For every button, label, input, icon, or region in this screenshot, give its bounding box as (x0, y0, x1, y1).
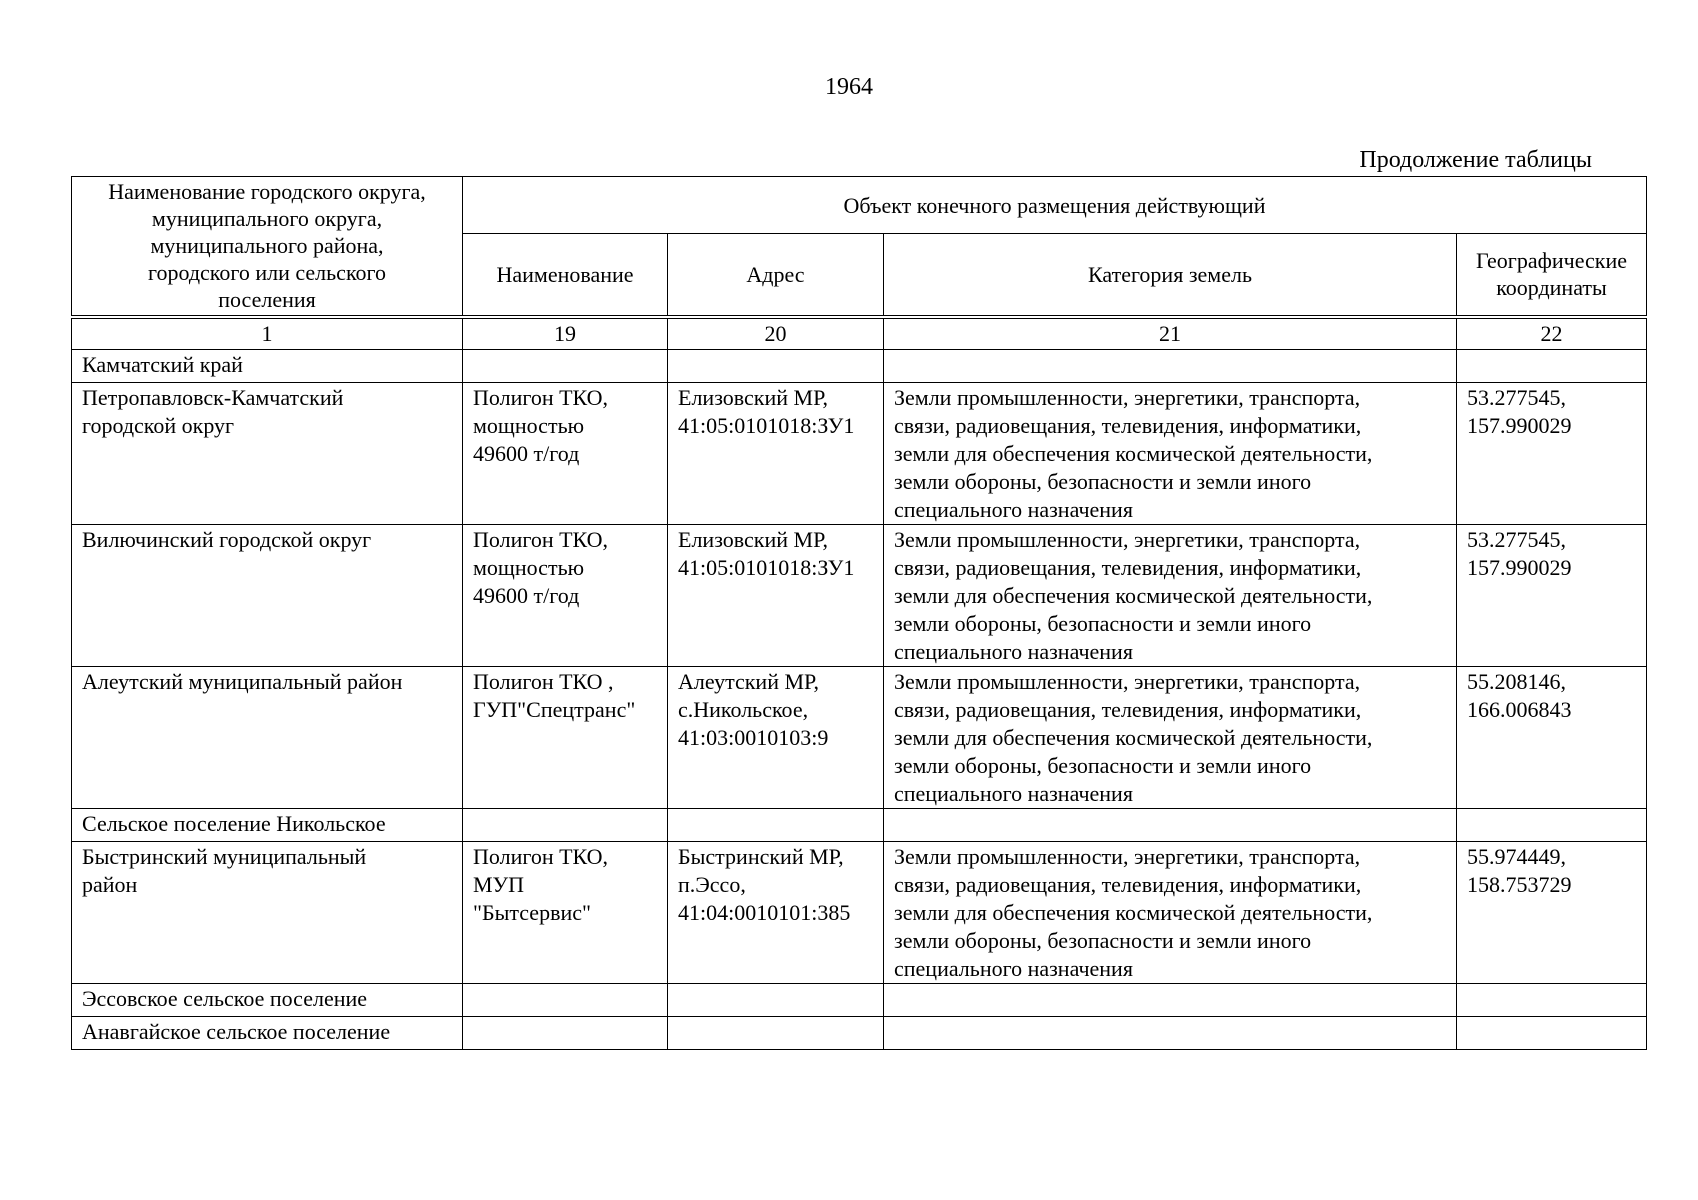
coordinates-cell (1457, 349, 1647, 382)
land-category-cell (884, 349, 1457, 382)
column-number: 20 (668, 317, 884, 350)
facility-name-cell (463, 349, 668, 382)
municipality-cell: Эссовское сельское поселение (72, 983, 463, 1016)
municipality-cell: Сельское поселение Никольское (72, 808, 463, 841)
facility-name-cell: Полигон ТКО, мощностью 49600 т/год (463, 382, 668, 524)
table-row (72, 349, 1647, 382)
land-category-cell (884, 1016, 1457, 1049)
header-row-top (72, 177, 1647, 234)
address-cell (668, 349, 884, 382)
municipality-cell: Вилючинский городской округ (72, 524, 463, 666)
table-row (72, 983, 1647, 1016)
facility-name-cell: Полигон ТКО, мощностью 49600 т/год (463, 524, 668, 666)
address-cell: Алеутский МР, с.Никольское, 41:03:0010103:9 (668, 666, 884, 808)
table-row (72, 841, 1647, 983)
table-row (72, 382, 1647, 524)
continuation-label: Продолжение таблицы (1359, 147, 1592, 173)
land-category-cell: Земли промышленности, энергетики, транспорта, связи, радиовещания, телевидения, информатики, земли для обеспечения космической деятельности, земли обороны, безопасности и земли иного специального назначения (884, 841, 1457, 983)
table-row (72, 1016, 1647, 1049)
address-cell: Елизовский МР, 41:05:0101018:ЗУ1 (668, 382, 884, 524)
municipality-cell: Алеутский муниципальный район (72, 666, 463, 808)
facility-name-cell: Полигон ТКО , ГУП"Спецтранс" (463, 666, 668, 808)
land-category-cell: Земли промышленности, энергетики, транспорта, связи, радиовещания, телевидения, информатики, земли для обеспечения космической деятельности, земли обороны, безопасности и земли иного специального назначения (884, 524, 1457, 666)
coordinates-cell: 53.277545, 157.990029 (1457, 382, 1647, 524)
coordinates-cell: 53.277545, 157.990029 (1457, 524, 1647, 666)
coordinates-cell: 55.974449, 158.753729 (1457, 841, 1647, 983)
table-row (72, 524, 1647, 666)
header-municipality: Наименование городского округа, муниципального округа, муниципального района, городского или сельского поселения (72, 177, 463, 317)
header-address: Адрес (668, 234, 884, 317)
land-category-cell (884, 808, 1457, 841)
column-number-row (72, 317, 1647, 350)
column-number: 1 (72, 317, 463, 350)
page-number: 1964 (825, 74, 873, 100)
address-cell: Елизовский МР, 41:05:0101018:ЗУ1 (668, 524, 884, 666)
facility-name-cell (463, 808, 668, 841)
column-number: 19 (463, 317, 668, 350)
coordinates-cell (1457, 1016, 1647, 1049)
facility-name-cell: Полигон ТКО, МУП "Бытсервис" (463, 841, 668, 983)
facility-name-cell (463, 983, 668, 1016)
address-cell: Быстринский МР, п.Эссо, 41:04:0010101:385 (668, 841, 884, 983)
table-row (72, 808, 1647, 841)
facility-name-cell (463, 1016, 668, 1049)
header-name: Наименование (463, 234, 668, 317)
column-number: 22 (1457, 317, 1647, 350)
header-coordinates: Географические координаты (1457, 234, 1647, 317)
header-land-category: Категория земель (884, 234, 1457, 317)
municipality-cell: Быстринский муниципальный район (72, 841, 463, 983)
address-cell (668, 983, 884, 1016)
land-category-cell: Земли промышленности, энергетики, транспорта, связи, радиовещания, телевидения, информатики, земли для обеспечения космической деятельности, земли обороны, безопасности и земли иного специального назначения (884, 666, 1457, 808)
municipality-cell: Петропавловск-Камчатский городской округ (72, 382, 463, 524)
data-table (71, 176, 1647, 1050)
municipality-cell: Камчатский край (72, 349, 463, 382)
land-category-cell: Земли промышленности, энергетики, транспорта, связи, радиовещания, телевидения, информатики, земли для обеспечения космической деятельности, земли обороны, безопасности и земли иного специального назначения (884, 382, 1457, 524)
address-cell (668, 808, 884, 841)
coordinates-cell (1457, 983, 1647, 1016)
coordinates-cell: 55.208146, 166.006843 (1457, 666, 1647, 808)
land-category-cell (884, 983, 1457, 1016)
municipality-cell: Анавгайское сельское поселение (72, 1016, 463, 1049)
header-group-facility: Объект конечного размещения действующий (463, 177, 1647, 234)
address-cell (668, 1016, 884, 1049)
coordinates-cell (1457, 808, 1647, 841)
table-row (72, 666, 1647, 808)
column-number: 21 (884, 317, 1457, 350)
